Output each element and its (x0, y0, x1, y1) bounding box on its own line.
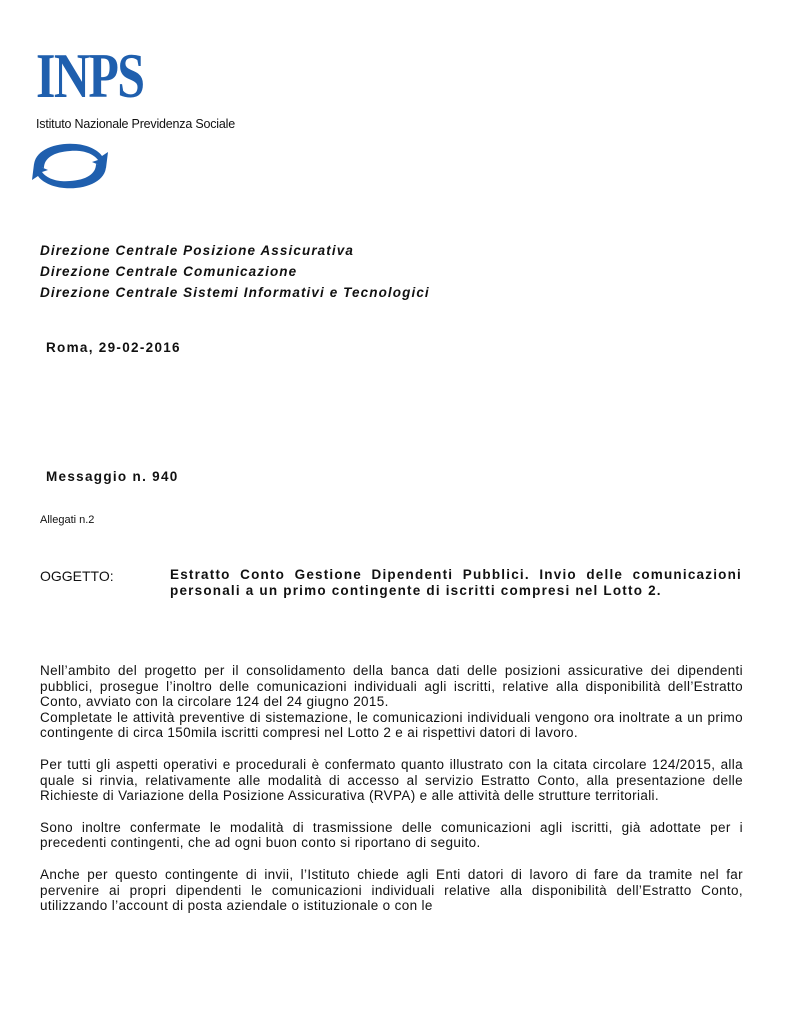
body-paragraph: Per tutti gli aspetti operativi e procedurali è confermato quanto illustrato con la citata circolare 124/2015, alla quale si rinvia, relativamente alle modalità di accesso al servizio Estratto Conto, alla presentazione delle Richieste di Variazione della Posizione Assicurativa (RVPA) e alle attività delle strutture territoriali. (40, 756, 743, 804)
body-paragraph: Sono inoltre confermate le modalità di trasmissione delle comunicazioni agli iscritti, già adottate per i precedenti contingenti, che ad ogni buon conto si riportano di seguito. (40, 819, 743, 851)
inps-logo (36, 40, 266, 194)
directorates-block (40, 240, 430, 303)
message-number: Messaggio n. 940 (46, 469, 179, 484)
directorate-line: Direzione Centrale Posizione Assicurativa (40, 243, 354, 258)
body-paragraph: Anche per questo contingente di invii, l’Istituto chiede agli Enti datori di lavoro di fare da tramite nel far pervenire ai propri dipendenti le comunicazioni individuali relative alla disponibilità dell’Estratto Conto, utilizzando l’account di posta aziendale o istituzionale o con le (40, 866, 743, 914)
place-date: Roma, 29-02-2016 (46, 340, 181, 355)
body-paragraph: Completate le attività preventive di sistemazione, le comunicazioni individuali vengono ora inoltrate a un primo contingente di circa 150mila iscritti compresi nel Lotto 2 e ai rispettivi datori di lavoro. (40, 709, 743, 741)
subject-text: Estratto Conto Gestione Dipendenti Pubblici. Invio delle comunicazioni personali a un primo contingente di iscritti compresi nel Lotto 2. (170, 567, 742, 598)
attachments-count: Allegati n.2 (40, 514, 95, 526)
body-paragraph: Nell’ambito del progetto per il consolidamento della banca dati delle posizioni assicurative dei dipendenti pubblici, prosegue l’inoltro delle comunicazioni individuali agli iscritti, relative alla disponibilità dell’Estratto Conto, avviato con la circolare 124 del 24 giugno 2015. (40, 663, 743, 710)
message-body (40, 663, 743, 930)
subject-label: OGGETTO: (40, 568, 114, 584)
directorate-line: Direzione Centrale Comunicazione (40, 264, 298, 279)
inps-arrows-icon (26, 136, 116, 196)
logo-wordmark: INPS (36, 40, 144, 111)
directorate-line: Direzione Centrale Sistemi Informativi e Tecnologici (40, 285, 430, 300)
logo-subtitle: Istituto Nazionale Previdenza Sociale (36, 117, 235, 131)
